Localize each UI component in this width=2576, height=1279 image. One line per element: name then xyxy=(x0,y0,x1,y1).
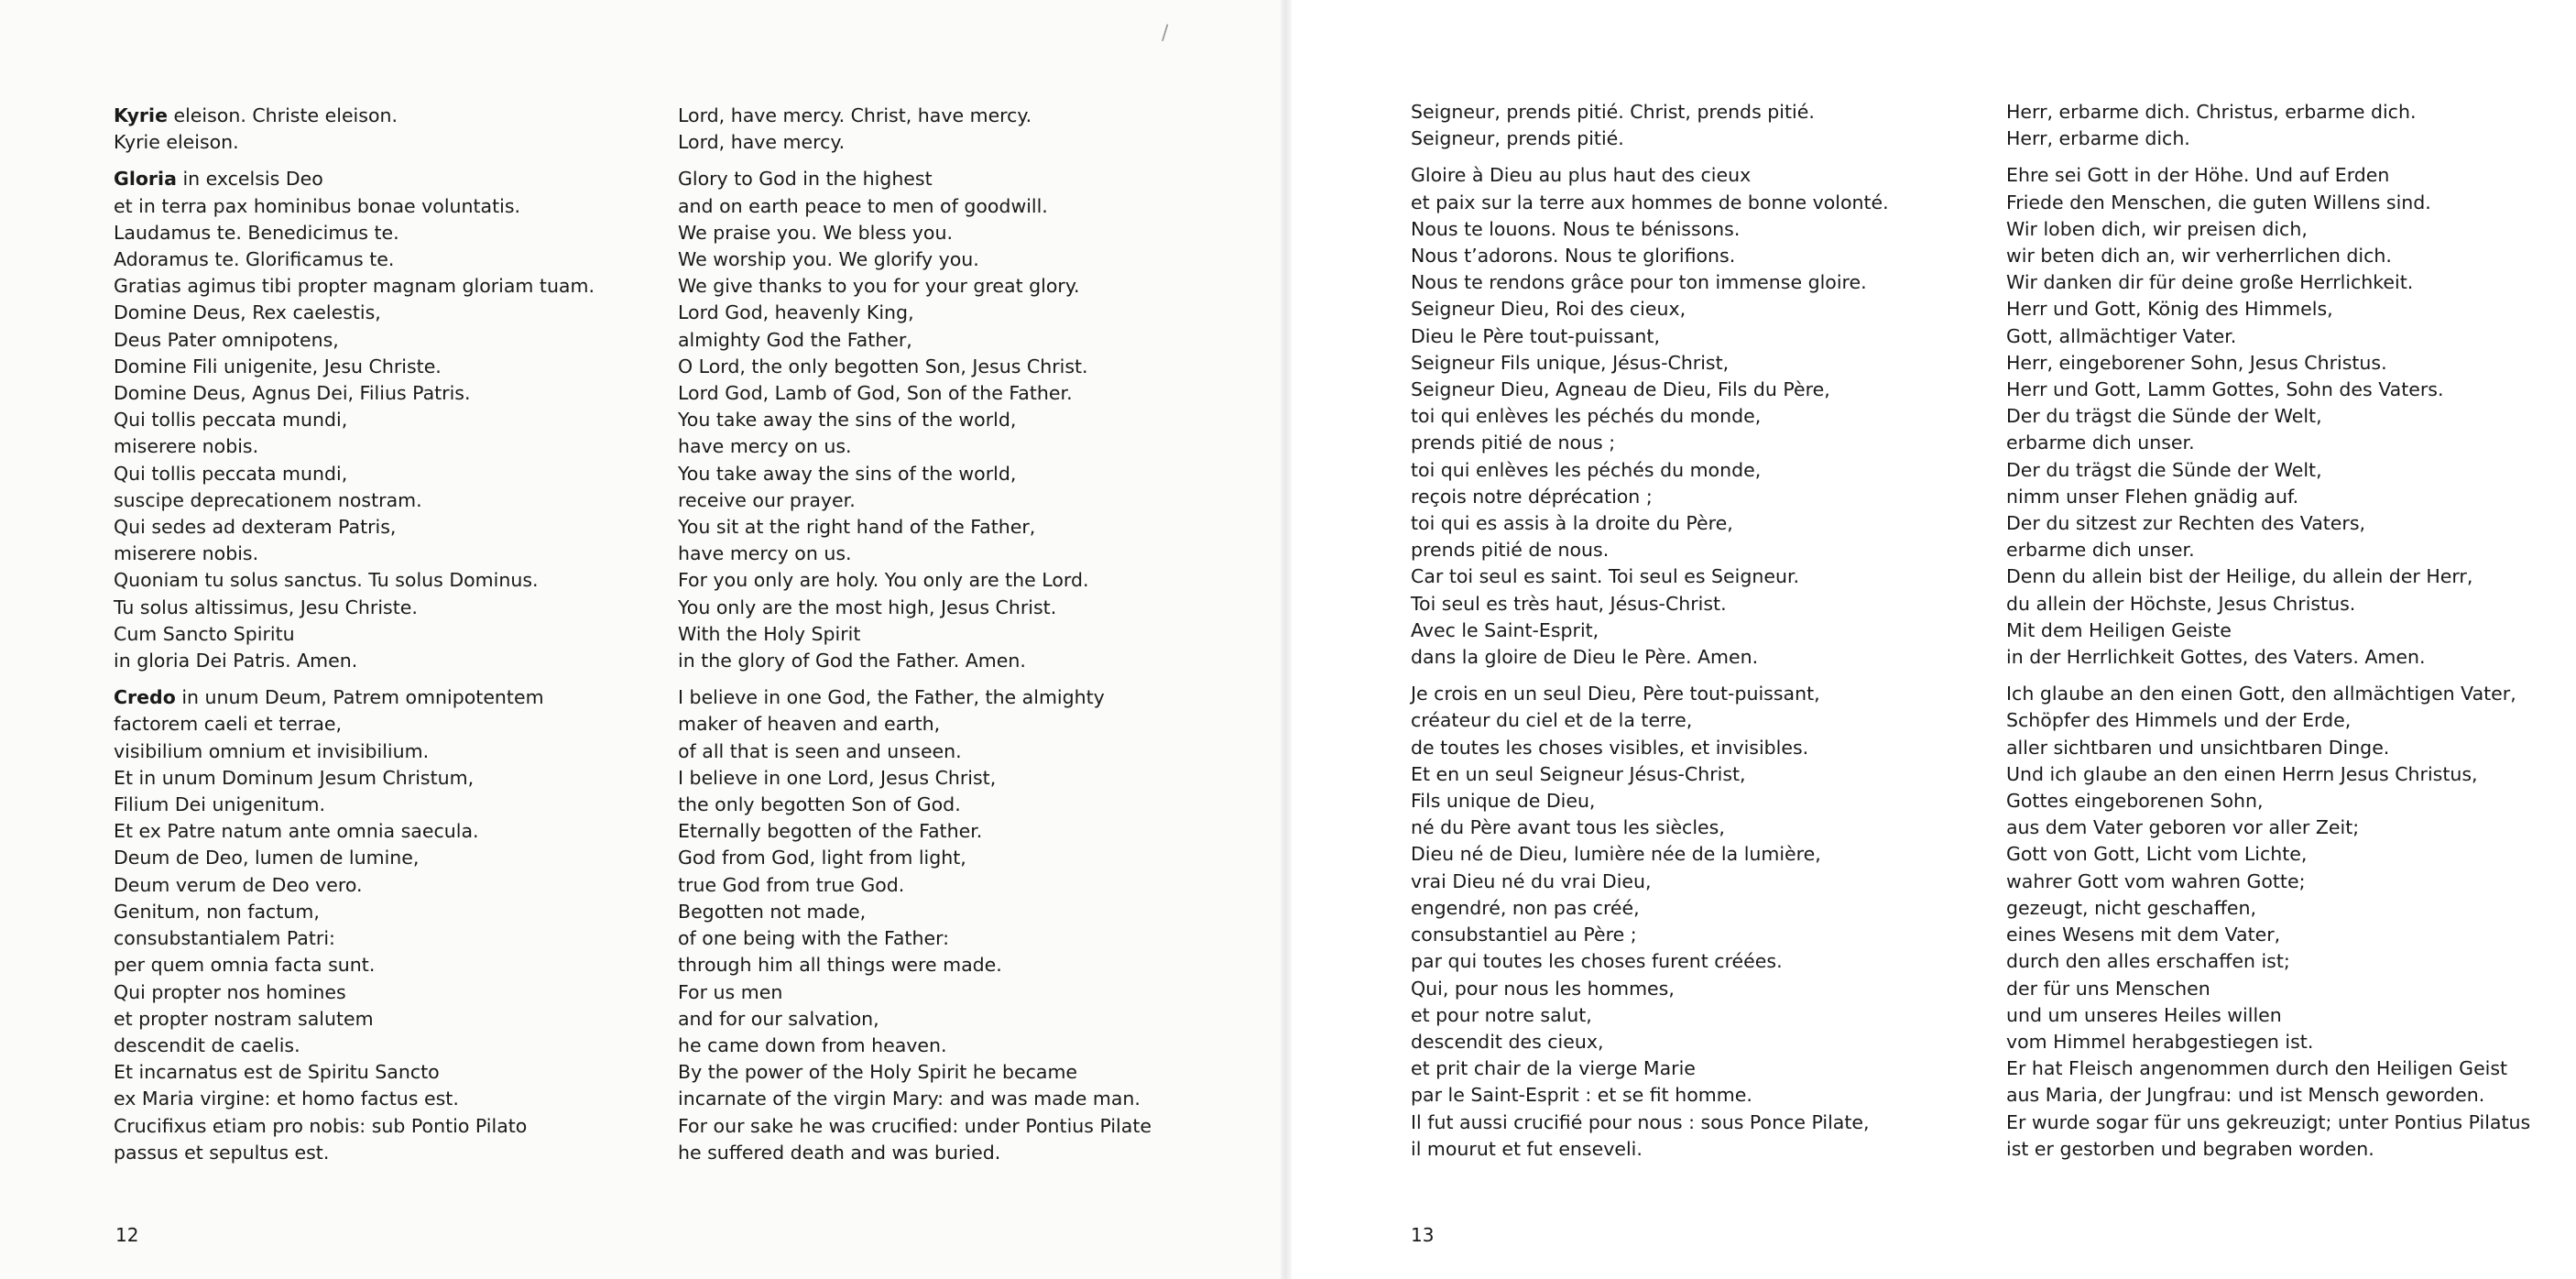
stanza xyxy=(678,684,1152,1166)
text-line: consubstantiel au Père ; xyxy=(1411,924,1637,946)
text-line: he came down from heaven. xyxy=(678,1033,947,1056)
text-line: de toutes les choses visibles, et invisibles. xyxy=(1411,736,1809,759)
text-line: ist er gestorben und begraben worden. xyxy=(2006,1137,2374,1160)
stanza xyxy=(114,684,595,1166)
text-line: erbarme dich unser. xyxy=(2006,432,2195,454)
text-line: incarnate of the virgin Mary: and was made man. xyxy=(678,1088,1141,1110)
text-line: et pour notre salut, xyxy=(1411,1003,1592,1026)
stanza xyxy=(114,166,595,674)
text-line: in der Herrlichkeit Gottes, des Vaters. Amen. xyxy=(2006,646,2426,669)
text-line: Wir loben dich, wir preisen dich, xyxy=(2006,217,2308,240)
section-keyword: Credo xyxy=(114,686,176,709)
text-line: Wir danken dir für deine große Herrlichkeit. xyxy=(2006,271,2414,294)
text-line: Er hat Fleisch angenommen durch den Heiligen Geist xyxy=(2006,1057,2508,1080)
text-line: Domine Deus, Rex caelestis, xyxy=(114,301,381,324)
text-line: Genitum, non factum, xyxy=(114,900,320,923)
text-line: reçois notre déprécation ; xyxy=(1411,485,1653,508)
text-line: toi qui enlèves les péchés du monde, xyxy=(1411,405,1762,428)
text-line: par qui toutes les choses furent créées. xyxy=(1411,950,1783,973)
text-line: have mercy on us. xyxy=(678,435,852,458)
text-line: der für uns Menschen xyxy=(2006,977,2210,1000)
text-line: You sit at the right hand of the Father, xyxy=(678,516,1036,539)
text-line: Seigneur, prends pitié. xyxy=(1411,127,1624,150)
left-page xyxy=(0,0,1286,1279)
text-line: descendit des cieux, xyxy=(1411,1030,1604,1053)
text-line: You take away the sins of the world, xyxy=(678,409,1017,432)
text-line: For us men xyxy=(678,980,783,1003)
text-line: par le Saint-Esprit : et se fit homme. xyxy=(1411,1084,1752,1107)
text-line: prends pitié de nous ; xyxy=(1411,432,1616,454)
text-line: I believe in one God, the Father, the almighty xyxy=(678,686,1105,709)
text-line: O Lord, the only begotten Son, Jesus Christ. xyxy=(678,355,1088,377)
text-line: gezeugt, nicht geschaffen, xyxy=(2006,896,2256,919)
text-line: prends pitié de nous. xyxy=(1411,539,1610,562)
text-line: maker of heaven and earth, xyxy=(678,713,941,736)
text-line: Et en un seul Seigneur Jésus-Christ, xyxy=(1411,762,1746,785)
text-line xyxy=(114,166,595,192)
text-line: in gloria Dei Patris. Amen. xyxy=(114,650,358,672)
text-line: Gottes eingeborenen Sohn, xyxy=(2006,790,2264,813)
text-line: nimm unser Flehen gnädig auf. xyxy=(2006,485,2299,508)
text-line: Der du trägst die Sünde der Welt, xyxy=(2006,405,2322,428)
text-line: dans la gloire de Dieu le Père. Amen. xyxy=(1411,646,1759,669)
text-line: Der du trägst die Sünde der Welt, xyxy=(2006,458,2322,481)
text-line: Gott, allmächtiger Vater. xyxy=(2006,324,2237,347)
text-line: of one being with the Father: xyxy=(678,927,950,950)
text-line: suscipe deprecationem nostram. xyxy=(114,488,422,511)
text-line: visibilium omnium et invisibilium. xyxy=(114,739,430,762)
text-line: wir beten dich an, wir verherrlichen dich. xyxy=(2006,245,2392,268)
text-line: Und ich glaube an den einen Herrn Jesus Christus, xyxy=(2006,762,2478,785)
text-line: Gratias agimus tibi propter magnam gloriam tuam. xyxy=(114,275,595,298)
text-line: Gloire à Dieu au plus haut des cieux xyxy=(1411,164,1752,187)
text-line: Mit dem Heiligen Geiste xyxy=(2006,618,2232,641)
text-line: Gott von Gott, Licht vom Lichte, xyxy=(2006,843,2308,866)
text-line xyxy=(114,103,595,129)
text-line: miserere nobis. xyxy=(114,542,259,565)
text-line: Seigneur Fils unique, Jésus-Christ, xyxy=(1411,351,1730,374)
text-line: For you only are holy. You only are the Lord. xyxy=(678,569,1089,592)
german-column xyxy=(2006,99,2530,1173)
text-line: Deum de Deo, lumen de lumine, xyxy=(114,847,420,869)
text-line: Er wurde sogar für uns gekreuzigt; unter Pontius Pilatus xyxy=(2006,1110,2531,1133)
text-line: vrai Dieu né du vrai Dieu, xyxy=(1411,869,1652,892)
text-line: factorem caeli et terrae, xyxy=(114,713,343,736)
text-line: und um unseres Heiles willen xyxy=(2006,1003,2282,1026)
text-line: vom Himmel herabgestiegen ist. xyxy=(2006,1030,2314,1053)
page-gutter xyxy=(1281,0,1292,1279)
text-line: Nous te rendons grâce pour ton immense gloire. xyxy=(1411,271,1867,294)
text-line: true God from true God. xyxy=(678,873,905,896)
text-line: et propter nostram salutem xyxy=(114,1007,374,1030)
text-line: Qui, pour nous les hommes, xyxy=(1411,977,1675,1000)
section-keyword: Kyrie xyxy=(114,104,168,126)
text-line: Lord God, Lamb of God, Son of the Father. xyxy=(678,382,1073,405)
text-line: Domine Deus, Agnus Dei, Filius Patris. xyxy=(114,382,471,405)
text-line: consubstantialem Patri: xyxy=(114,927,335,950)
text-line: per quem omnia facta sunt. xyxy=(114,954,376,977)
stanza xyxy=(678,103,1152,156)
text-line: Ich glaube an den einen Gott, den allmächtigen Vater, xyxy=(2006,683,2516,705)
text-line: Car toi seul es saint. Toi seul es Seigneur. xyxy=(1411,565,1800,588)
text-line: né du Père avant tous les siècles, xyxy=(1411,816,1725,839)
text-line: descendit de caelis. xyxy=(114,1033,300,1056)
text-line: engendré, non pas créé, xyxy=(1411,896,1640,919)
text-line: aus Maria, der Jungfrau: und ist Mensch geworden. xyxy=(2006,1084,2485,1107)
text-line: You take away the sins of the world, xyxy=(678,462,1017,485)
text-line: By the power of the Holy Spirit he became xyxy=(678,1061,1078,1084)
text-line: Et incarnatus est de Spiritu Sancto xyxy=(114,1061,440,1084)
text-line: Begotten not made, xyxy=(678,900,867,923)
text-line: through him all things were made. xyxy=(678,954,1002,977)
text-line: Deum verum de Deo vero. xyxy=(114,873,363,896)
text-line: Eternally begotten of the Father. xyxy=(678,820,983,843)
stanza xyxy=(678,166,1152,674)
text-line: Domine Fili unigenite, Jesu Christe. xyxy=(114,355,442,377)
stanza xyxy=(1411,99,1889,152)
text-line: and for our salvation, xyxy=(678,1007,879,1030)
text-line: Glory to God in the highest xyxy=(678,168,933,191)
text-line: Deus Pater omnipotens, xyxy=(114,328,339,351)
text-line: ex Maria virgine: et homo factus est. xyxy=(114,1088,459,1110)
text-line: et paix sur la terre aux hommes de bonne volonté. xyxy=(1411,191,1889,213)
text-line: Herr und Gott, König des Himmels, xyxy=(2006,298,2333,321)
french-column xyxy=(1411,99,1889,1173)
text-line: receive our prayer. xyxy=(678,488,856,511)
text-line xyxy=(114,684,595,711)
text-line: Dieu le Père tout-puissant, xyxy=(1411,324,1660,347)
english-column xyxy=(678,103,1152,1176)
text-line: Qui tollis peccata mundi, xyxy=(114,462,348,485)
text-line: of all that is seen and unseen. xyxy=(678,739,962,762)
page-number-left: 12 xyxy=(115,1224,139,1246)
text-line: Herr, erbarme dich. Christus, erbarme dich. xyxy=(2006,101,2417,123)
text-line: I believe in one Lord, Jesus Christ, xyxy=(678,766,997,789)
text-line: Herr, eingeborener Sohn, Jesus Christus. xyxy=(2006,351,2387,374)
text-line: Schöpfer des Himmels und der Erde, xyxy=(2006,709,2352,732)
text-line: aller sichtbaren und unsichtbaren Dinge. xyxy=(2006,736,2390,759)
text-line: Ehre sei Gott in der Höhe. Und auf Erden xyxy=(2006,164,2390,187)
text-line: et prit chair de la vierge Marie xyxy=(1411,1057,1696,1080)
text-line: You only are the most high, Jesus Christ. xyxy=(678,596,1057,618)
text-line: Lord, have mercy. Christ, have mercy. xyxy=(678,104,1032,126)
text-line: God from God, light from light, xyxy=(678,847,966,869)
text-line: the only begotten Son of God. xyxy=(678,793,961,816)
text-line: aus dem Vater geboren vor aller Zeit; xyxy=(2006,816,2360,839)
text-line: Adoramus te. Glorificamus te. xyxy=(114,248,395,271)
text-line: For our sake he was crucified: under Pontius Pilate xyxy=(678,1114,1152,1137)
stanza xyxy=(2006,162,2530,671)
text-line: toi qui enlèves les péchés du monde, xyxy=(1411,458,1762,481)
text-line: wahrer Gott vom wahren Gotte; xyxy=(2006,869,2306,892)
text-line: erbarme dich unser. xyxy=(2006,539,2195,562)
text-line: Herr, erbarme dich. xyxy=(2006,127,2190,150)
text-line: miserere nobis. xyxy=(114,435,259,458)
text-line: Et in unum Dominum Jesum Christum, xyxy=(114,766,475,789)
text-line: Quoniam tu solus sanctus. Tu solus Dominus. xyxy=(114,569,539,592)
text-line: Laudamus te. Benedicimus te. xyxy=(114,221,399,244)
text-line: We worship you. We glorify you. xyxy=(678,248,979,271)
text-line: Lord God, heavenly King, xyxy=(678,301,914,324)
section-first-line: eleison. Christe eleison. xyxy=(167,104,398,126)
text-line: Je crois en un seul Dieu, Père tout-puissant, xyxy=(1411,683,1820,705)
text-line: Dieu né de Dieu, lumière née de la lumière, xyxy=(1411,843,1821,866)
text-line: Qui tollis peccata mundi, xyxy=(114,409,348,432)
text-line: Lord, have mercy. xyxy=(678,131,846,154)
text-line: Herr und Gott, Lamm Gottes, Sohn des Vaters. xyxy=(2006,378,2444,401)
text-line: Seigneur Dieu, Roi des cieux, xyxy=(1411,298,1686,321)
text-line: in the glory of God the Father. Amen. xyxy=(678,650,1026,672)
text-line: Cum Sancto Spiritu xyxy=(114,622,295,645)
text-line: Crucifixus etiam pro nobis: sub Pontio Pilato xyxy=(114,1114,528,1137)
text-line: Der du sitzest zur Rechten des Vaters, xyxy=(2006,512,2366,535)
text-line: he suffered death and was buried. xyxy=(678,1141,1001,1164)
text-line: et in terra pax hominibus bonae voluntatis. xyxy=(114,194,521,217)
right-page xyxy=(1286,0,2576,1279)
text-line: We give thanks to you for your great glory. xyxy=(678,275,1080,298)
section-keyword: Gloria xyxy=(114,168,177,191)
text-line: il mourut et fut enseveli. xyxy=(1411,1137,1643,1160)
latin-column xyxy=(114,103,595,1176)
text-line: and on earth peace to men of goodwill. xyxy=(678,194,1048,217)
stanza xyxy=(2006,681,2530,1163)
stanza xyxy=(2006,99,2530,152)
text-line: Friede den Menschen, die guten Willens sind. xyxy=(2006,191,2431,213)
text-line: have mercy on us. xyxy=(678,542,852,565)
stanza xyxy=(1411,681,1889,1163)
text-line: Avec le Saint-Esprit, xyxy=(1411,618,1599,641)
text-line: Seigneur, prends pitié. Christ, prends pitié. xyxy=(1411,101,1815,123)
text-line: Il fut aussi crucifié pour nous : sous Ponce Pilate, xyxy=(1411,1110,1870,1133)
text-line: Nous t’adorons. Nous te glorifions. xyxy=(1411,245,1736,268)
text-line: Nous te louons. Nous te bénissons. xyxy=(1411,217,1741,240)
text-line: Qui propter nos homines xyxy=(114,980,346,1003)
section-first-line: in unum Deum, Patrem omnipotentem xyxy=(175,686,544,709)
page-number-right: 13 xyxy=(1411,1224,1435,1246)
text-line: passus et sepultus est. xyxy=(114,1141,330,1164)
text-line: We praise you. We bless you. xyxy=(678,221,953,244)
text-line: du allein der Höchste, Jesus Christus. xyxy=(2006,592,2356,615)
text-line: Qui sedes ad dexteram Patris, xyxy=(114,516,397,539)
stanza xyxy=(114,103,595,156)
text-line: Kyrie eleison. xyxy=(114,131,239,154)
section-first-line: in excelsis Deo xyxy=(176,168,323,191)
stanza xyxy=(1411,162,1889,671)
text-line: créateur du ciel et de la terre, xyxy=(1411,709,1693,732)
text-line: eines Wesens mit dem Vater, xyxy=(2006,924,2281,946)
text-line: durch den alles erschaffen ist; xyxy=(2006,950,2290,973)
text-line: Seigneur Dieu, Agneau de Dieu, Fils du Père, xyxy=(1411,378,1830,401)
pencil-mark: / xyxy=(1162,22,1169,45)
text-line: Filium Dei unigenitum. xyxy=(114,793,325,816)
text-line: Et ex Patre natum ante omnia saecula. xyxy=(114,820,479,843)
text-line: With the Holy Spirit xyxy=(678,622,861,645)
text-line: toi qui es assis à la droite du Père, xyxy=(1411,512,1733,535)
text-line: Fils unique de Dieu, xyxy=(1411,790,1596,813)
text-line: Toi seul es très haut, Jésus-Christ. xyxy=(1411,592,1727,615)
text-line: Denn du allein bist der Heilige, du allein der Herr, xyxy=(2006,565,2473,588)
text-line: Tu solus altissimus, Jesu Christe. xyxy=(114,596,418,618)
text-line: almighty God the Father, xyxy=(678,328,912,351)
